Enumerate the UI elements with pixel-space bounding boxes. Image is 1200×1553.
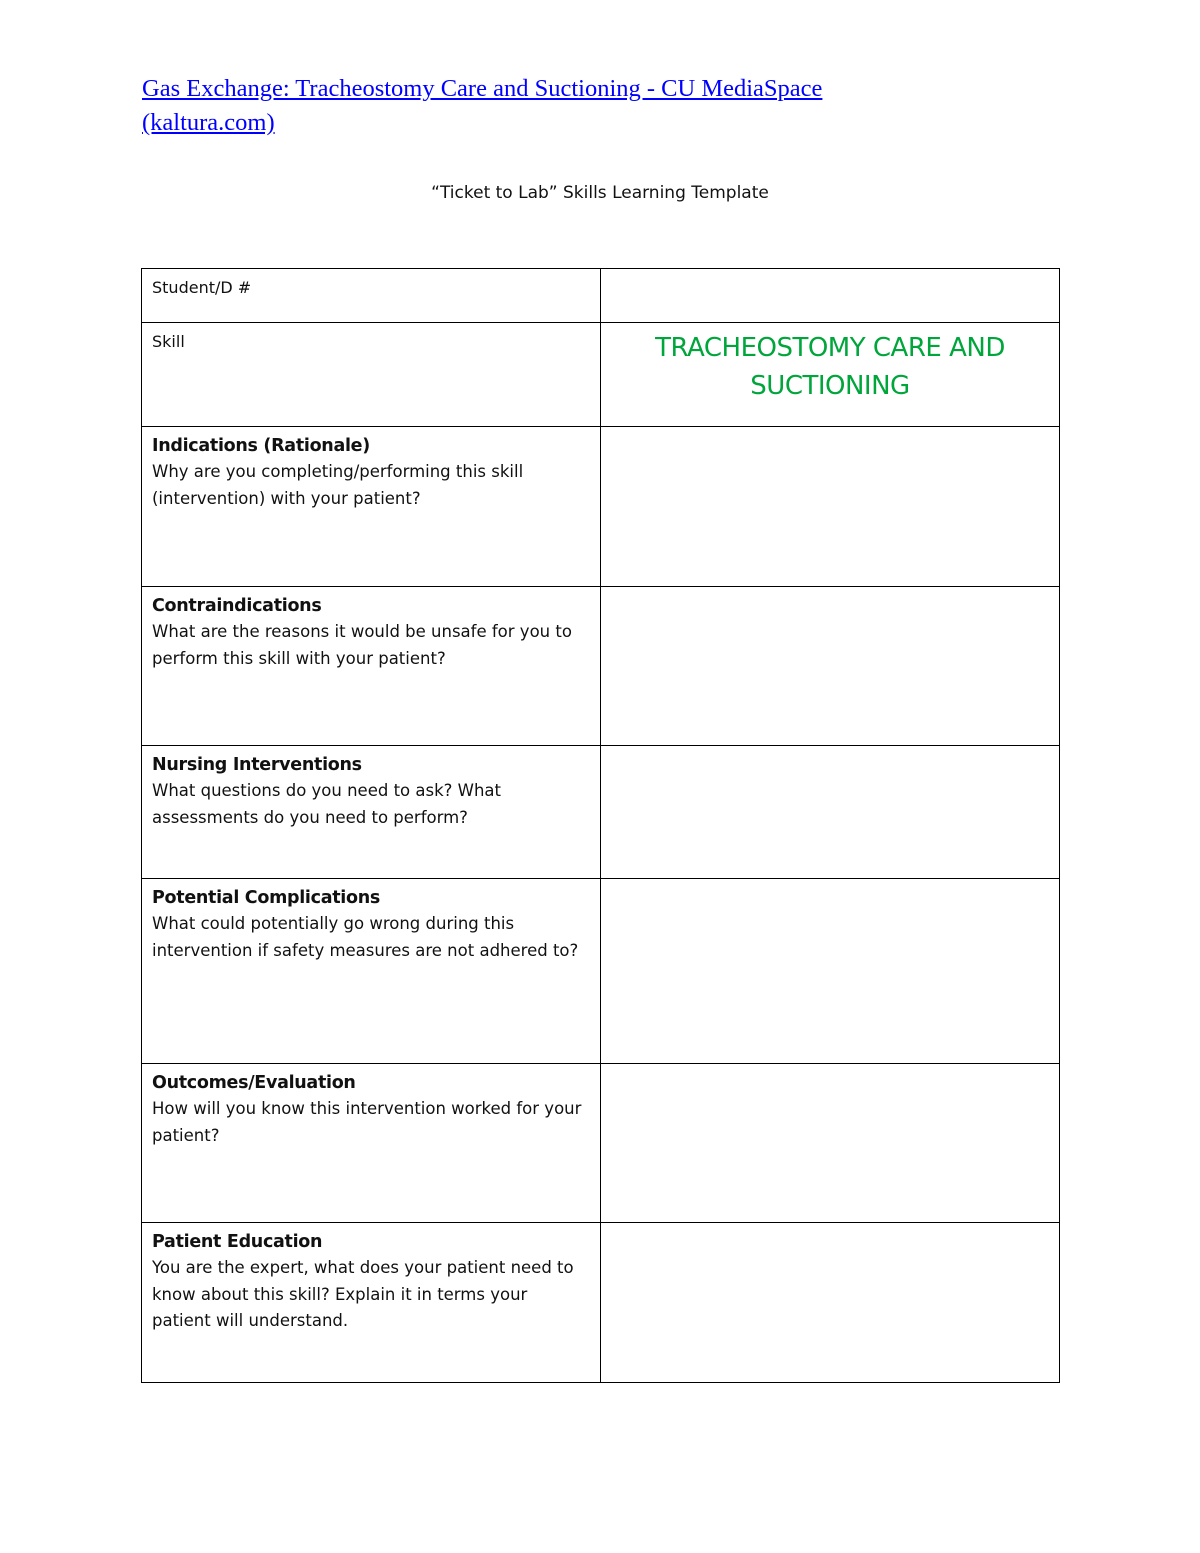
skill-label-cell [142, 323, 601, 427]
patient-education-answer-cell[interactable] [601, 1223, 1060, 1383]
student-id-label-cell [142, 269, 601, 323]
nursing-interventions-title: Nursing Interventions [152, 755, 362, 775]
nursing-interventions-answer-cell[interactable] [601, 746, 1060, 879]
table-row-outcomes-evaluation [142, 1064, 1060, 1223]
outcomes-evaluation-label-cell [142, 1064, 601, 1223]
indications-description: Why are you completing/performing this skill (intervention) with your patient? [152, 462, 524, 508]
skill-value [601, 323, 1059, 405]
nursing-interventions-label-cell [142, 746, 601, 879]
indications-answer-cell[interactable] [601, 427, 1060, 587]
nursing-interventions-description: What questions do you need to ask? What assessments do you need to perform? [152, 781, 502, 827]
student-id-value-cell[interactable] [601, 269, 1060, 323]
table-row-indications [142, 427, 1060, 587]
student-id-label: Student/D # [152, 278, 252, 297]
contraindications-label-cell [142, 587, 601, 746]
skill-value-line1: TRACHEOSTOMY CARE AND [655, 333, 1005, 363]
indications-title: Indications (Rationale) [152, 436, 370, 456]
skills-template-table [141, 268, 1060, 1383]
potential-complications-description: What could potentially go wrong during this intervention if safety measures are not adhered to? [152, 914, 579, 960]
contraindications-title: Contraindications [152, 596, 322, 616]
potential-complications-label-cell [142, 879, 601, 1064]
skill-value-cell [601, 323, 1060, 427]
indications-label-cell [142, 427, 601, 587]
table-row-contraindications [142, 587, 1060, 746]
patient-education-title: Patient Education [152, 1232, 323, 1252]
table-row-student [142, 269, 1060, 323]
table-row-nursing-interventions [142, 746, 1060, 879]
video-link-line2[interactable]: (kaltura.com) [142, 109, 275, 136]
potential-complications-answer-cell[interactable] [601, 879, 1060, 1064]
outcomes-evaluation-description: How will you know this intervention worked for your patient? [152, 1099, 582, 1145]
patient-education-description: You are the expert, what does your patient need to know about this skill? Explain it in terms your patient will understand. [152, 1258, 574, 1330]
table-row-skill [142, 323, 1060, 427]
potential-complications-title: Potential Complications [152, 888, 380, 908]
patient-education-label-cell [142, 1223, 601, 1383]
skill-label: Skill [152, 332, 185, 351]
table-row-potential-complications [142, 879, 1060, 1064]
table-row-patient-education [142, 1223, 1060, 1383]
outcomes-evaluation-answer-cell[interactable] [601, 1064, 1060, 1223]
video-link-line1[interactable]: Gas Exchange: Tracheostomy Care and Suctioning - CU MediaSpace [142, 75, 823, 102]
contraindications-description: What are the reasons it would be unsafe for you to perform this skill with your patient? [152, 622, 572, 668]
template-subtitle: “Ticket to Lab” Skills Learning Template [431, 183, 769, 203]
skill-value-line2: SUCTIONING [750, 371, 910, 401]
contraindications-answer-cell[interactable] [601, 587, 1060, 746]
outcomes-evaluation-title: Outcomes/Evaluation [152, 1073, 356, 1093]
video-link[interactable] [142, 72, 942, 140]
